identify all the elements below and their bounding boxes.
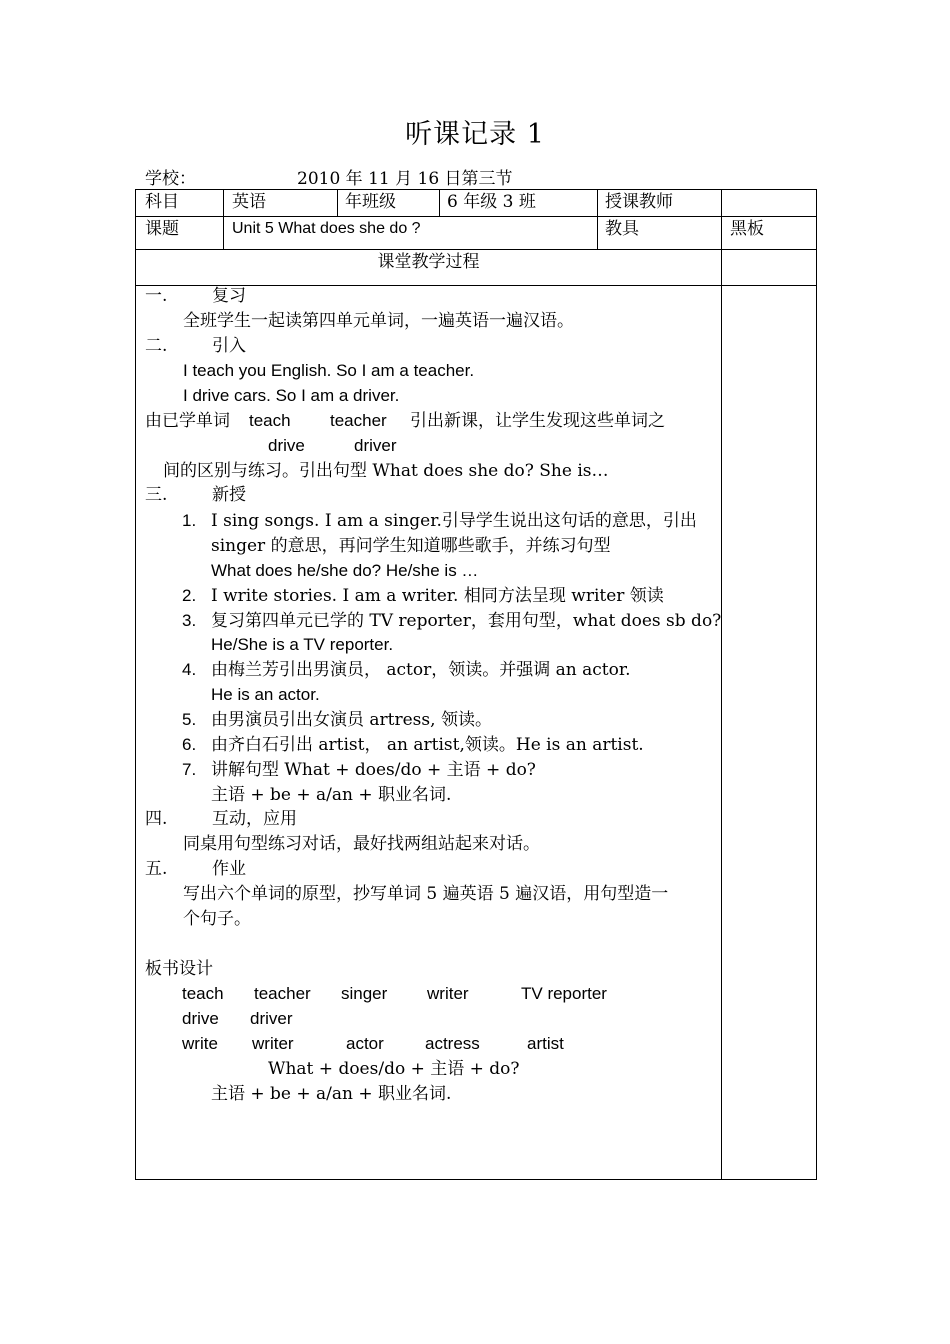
- section-2-line-4: 间的区别与练习。引出句型 What does she do? She is…: [163, 461, 609, 481]
- board-pattern-line-1: What + does/do + 主语 + do?: [268, 1059, 520, 1079]
- item-3-line-2: He/She is a TV reporter.: [211, 635, 394, 654]
- item-1-line-1: I sing songs. I am a singer.引导学生说出这句话的意思，引出: [211, 511, 697, 531]
- section-2-number: 二.: [145, 336, 168, 356]
- board-word: TV reporter: [521, 984, 607, 1003]
- item-6-line-1: 由齐白石引出 artist， an artist,领读。He is an artist.: [211, 735, 644, 755]
- section-2-line-1: I teach you English. So I am a teacher.: [183, 361, 475, 380]
- section-2-word-drive: drive: [268, 436, 305, 455]
- lesson-date: 2010 年 11 月 16 日第三节: [297, 169, 513, 189]
- board-word: driver: [250, 1009, 293, 1028]
- page-title: 听课记录 1: [405, 119, 545, 150]
- section-4-text: 同桌用句型练习对话，最好找两组站起来对话。: [183, 834, 540, 854]
- board-word: teach: [182, 984, 224, 1003]
- board-word: actress: [425, 1034, 480, 1053]
- section-2-title: 引入: [212, 336, 246, 356]
- item-7-number: 7.: [182, 760, 197, 779]
- cell-topic-label: 课题: [145, 219, 179, 239]
- section-4-number: 四.: [145, 809, 168, 829]
- item-4-line-2: He is an actor.: [211, 685, 320, 704]
- board-word: write: [182, 1034, 218, 1053]
- board-word: drive: [182, 1009, 219, 1028]
- board-design-title: 板书设计: [145, 959, 213, 979]
- cell-aids-value: 黑板: [730, 219, 764, 239]
- section-5-line-1: 写出六个单词的原型，抄写单词 5 遍英语 5 遍汉语，用句型造一: [183, 884, 669, 904]
- board-word: singer: [341, 984, 388, 1003]
- cell-teacher-label: 授课教师: [605, 192, 673, 212]
- item-4-number: 4.: [182, 660, 197, 679]
- section-1-number: 一.: [145, 286, 168, 306]
- board-word: artist: [527, 1034, 564, 1053]
- item-7-line-2: 主语 + be + a/an + 职业名词.: [211, 785, 452, 805]
- cell-class-value: 6 年级 3 班: [447, 192, 536, 212]
- board-word: teacher: [254, 984, 311, 1003]
- cell-subject-label: 科目: [145, 192, 179, 212]
- item-5-line-1: 由男演员引出女演员 artress, 领读。: [211, 710, 492, 730]
- item-2-line-1: I write stories. I am a writer. 相同方法呈现 writer 领读: [211, 586, 664, 606]
- item-1-line-2: singer 的意思，再问学生知道哪些歌手，并练习句型: [211, 536, 611, 556]
- item-6-number: 6.: [182, 735, 197, 754]
- board-word: actor: [346, 1034, 384, 1053]
- meta-line: [145, 164, 513, 189]
- section-5-title: 作业: [212, 859, 246, 879]
- item-4-line-1: 由梅兰芳引出男演员， actor，领读。并强调 an actor.: [211, 660, 631, 680]
- section-2-word-teach: teach: [249, 411, 291, 430]
- item-7-line-1: 讲解句型 What + does/do + 主语 + do?: [211, 760, 536, 780]
- item-1-line-3: What does he/she do? He/she is …: [211, 561, 479, 580]
- section-5-number: 五.: [145, 859, 168, 879]
- item-5-number: 5.: [182, 710, 197, 729]
- item-3-number: 3.: [182, 611, 197, 630]
- cell-subject-value: 英语: [232, 192, 266, 212]
- board-pattern-line-2: 主语 + be + a/an + 职业名词.: [211, 1084, 452, 1104]
- section-2-line-3b: 引出新课，让学生发现这些单词之: [410, 411, 665, 431]
- board-word: writer: [427, 984, 469, 1003]
- section-2-line-3a: 由已学单词: [145, 411, 230, 431]
- section-1-text: 全班学生一起读第四单元单词，一遍英语一遍汉语。: [183, 311, 574, 331]
- section-2-word-teacher: teacher: [330, 411, 387, 430]
- cell-class-label: 年班级: [345, 192, 396, 212]
- cell-aids-label: 教具: [605, 219, 639, 239]
- cell-topic-value: Unit 5 What does she do ?: [232, 220, 421, 237]
- school-label: 学校：: [145, 169, 196, 189]
- item-2-number: 2.: [182, 586, 197, 605]
- section-5-line-2: 个句子。: [183, 909, 251, 929]
- section-3-number: 三.: [145, 485, 168, 505]
- item-3-line-1: 复习第四单元已学的 TV reporter，套用句型，what does sb do?: [211, 611, 722, 631]
- section-4-title: 互动，应用: [212, 809, 297, 829]
- board-word: writer: [252, 1034, 294, 1053]
- section-3-title: 新授: [212, 485, 246, 505]
- section-1-title: 复习: [212, 286, 246, 306]
- process-header: 课堂教学过程: [377, 252, 480, 272]
- item-1-number: 1.: [182, 511, 197, 530]
- section-2-line-2: I drive cars. So I am a driver.: [183, 386, 400, 405]
- section-2-word-driver: driver: [354, 436, 397, 455]
